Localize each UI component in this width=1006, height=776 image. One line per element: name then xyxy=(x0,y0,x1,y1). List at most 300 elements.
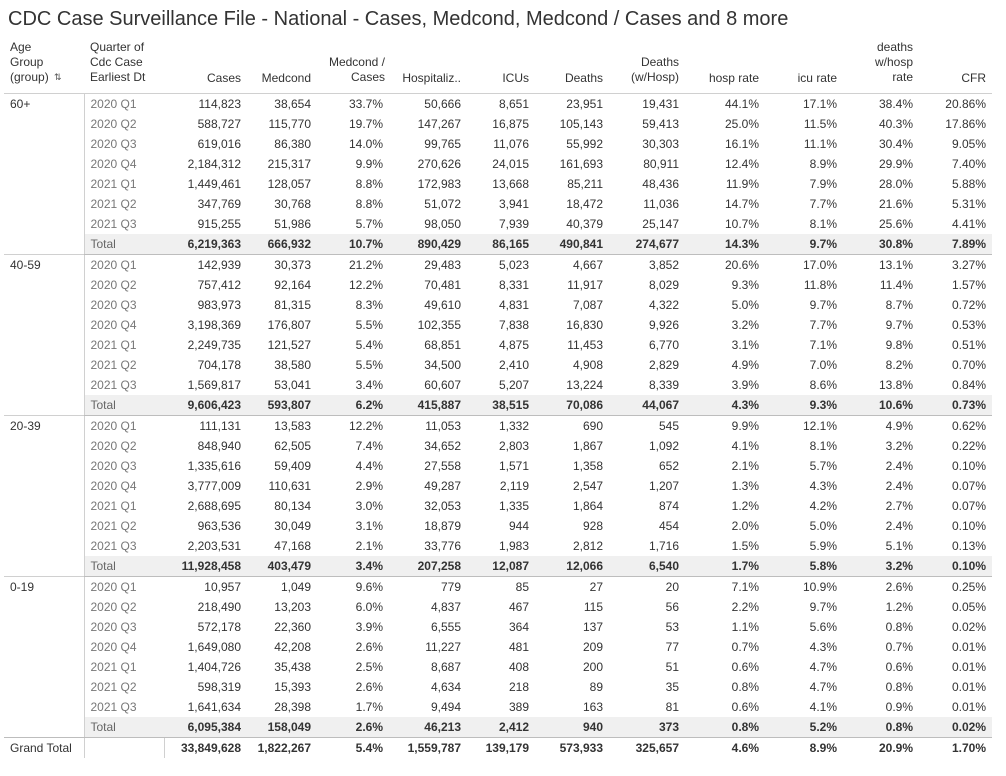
data-cell[interactable]: 3.9% xyxy=(731,378,759,392)
data-cell[interactable]: 3,198,369 xyxy=(187,318,241,332)
total-cell[interactable]: 0.73% xyxy=(919,395,992,416)
data-cell[interactable]: 27 xyxy=(535,577,609,598)
grand-total-cell[interactable]: 8.9% xyxy=(765,738,843,759)
data-cell[interactable]: 50,666 xyxy=(389,94,467,115)
data-cell[interactable]: 53,041 xyxy=(274,378,311,392)
data-cell[interactable]: 1,449,461 xyxy=(187,177,241,191)
data-cell[interactable]: 7,087 xyxy=(572,298,603,312)
quarter-label[interactable]: 2020 Q2 xyxy=(84,275,164,295)
data-cell[interactable]: 3.1% xyxy=(731,338,759,352)
data-cell[interactable]: 8.6% xyxy=(809,378,837,392)
data-cell[interactable]: 8.8% xyxy=(355,197,383,211)
data-cell[interactable]: 588,727 xyxy=(197,117,241,131)
grand-total-cell[interactable]: 1,822,267 xyxy=(247,738,317,759)
data-cell[interactable]: 13.8% xyxy=(878,378,913,392)
data-cell[interactable]: 44.1% xyxy=(685,94,765,115)
data-cell[interactable]: 8.2% xyxy=(885,358,913,372)
data-cell[interactable]: 7,939 xyxy=(498,217,529,231)
data-cell[interactable]: 481 xyxy=(508,640,529,654)
data-cell[interactable]: 4.41% xyxy=(951,217,986,231)
data-cell[interactable]: 38.4% xyxy=(843,94,919,115)
grand-total-cell[interactable]: 20.9% xyxy=(843,738,919,759)
data-cell[interactable]: 3.2% xyxy=(731,318,759,332)
data-cell[interactable]: 86,380 xyxy=(274,137,311,151)
total-cell[interactable]: 2,412 xyxy=(467,717,535,738)
data-cell[interactable]: 848,940 xyxy=(197,439,241,453)
data-cell[interactable]: 4.7% xyxy=(809,660,837,674)
data-cell[interactable]: 33,776 xyxy=(424,539,461,553)
data-cell[interactable]: 8.8% xyxy=(355,177,383,191)
total-cell[interactable]: 6.2% xyxy=(317,395,389,416)
data-cell[interactable]: 10.9% xyxy=(765,577,843,598)
data-cell[interactable]: 30,049 xyxy=(274,519,311,533)
data-cell[interactable]: 19,431 xyxy=(609,94,685,115)
data-cell[interactable]: 0.6% xyxy=(731,660,759,674)
data-cell[interactable]: 5.4% xyxy=(355,338,383,352)
data-cell[interactable]: 15,393 xyxy=(274,680,311,694)
data-cell[interactable]: 19.7% xyxy=(348,117,383,131)
data-cell[interactable]: 20.86% xyxy=(919,94,992,115)
data-cell[interactable]: 1,358 xyxy=(572,459,603,473)
data-cell[interactable]: 4.7% xyxy=(809,680,837,694)
data-cell[interactable]: 9.6% xyxy=(317,577,389,598)
data-cell[interactable]: 17.0% xyxy=(765,255,843,276)
total-cell[interactable]: 12,066 xyxy=(535,556,609,577)
header-deaths-hosp[interactable]: Deaths (w/Hosp) xyxy=(630,55,679,84)
total-cell[interactable]: 373 xyxy=(609,717,685,738)
quarter-label[interactable]: 2020 Q1 xyxy=(84,577,164,598)
data-cell[interactable]: 49,610 xyxy=(424,298,461,312)
data-cell[interactable]: 5.0% xyxy=(731,298,759,312)
data-cell[interactable]: 17.1% xyxy=(765,94,843,115)
data-cell[interactable]: 619,016 xyxy=(197,137,241,151)
data-cell[interactable]: 9.7% xyxy=(809,600,837,614)
data-cell[interactable]: 2.1% xyxy=(731,459,759,473)
data-cell[interactable]: 944 xyxy=(508,519,529,533)
data-cell[interactable]: 2.0% xyxy=(731,519,759,533)
data-cell[interactable]: 4,837 xyxy=(430,600,461,614)
data-cell[interactable]: 2,410 xyxy=(498,358,529,372)
data-cell[interactable]: 1.1% xyxy=(731,620,759,634)
header-deaths-hosp-rate[interactable]: deaths w/hosp rate xyxy=(874,40,913,84)
data-cell[interactable]: 0.02% xyxy=(951,620,986,634)
data-cell[interactable]: 4.9% xyxy=(731,358,759,372)
total-cell[interactable]: 70,086 xyxy=(535,395,609,416)
data-cell[interactable]: 2.2% xyxy=(731,600,759,614)
data-cell[interactable]: 35 xyxy=(665,680,679,694)
total-cell[interactable]: 30.8% xyxy=(843,234,919,255)
data-cell[interactable]: 8,651 xyxy=(467,94,535,115)
quarter-label[interactable]: 2020 Q3 xyxy=(84,617,164,637)
data-cell[interactable]: 5.1% xyxy=(885,539,913,553)
quarter-label[interactable]: 2020 Q2 xyxy=(84,597,164,617)
data-cell[interactable]: 11,076 xyxy=(493,137,529,151)
total-cell[interactable]: 0.02% xyxy=(919,717,992,738)
data-cell[interactable]: 114,823 xyxy=(164,94,247,115)
data-cell[interactable]: 92,164 xyxy=(274,278,311,292)
header-medcond-cases[interactable]: Medcond / Cases xyxy=(328,55,385,84)
data-cell[interactable]: 572,178 xyxy=(197,620,241,634)
data-cell[interactable]: 1,569,817 xyxy=(187,378,241,392)
data-cell[interactable]: 3,852 xyxy=(609,255,685,276)
data-cell[interactable]: 9.8% xyxy=(885,338,913,352)
data-cell[interactable]: 1,335 xyxy=(498,499,529,513)
data-cell[interactable]: 9.9% xyxy=(355,157,383,171)
data-cell[interactable]: 30.4% xyxy=(878,137,913,151)
data-cell[interactable]: 5.31% xyxy=(951,197,986,211)
data-cell[interactable]: 779 xyxy=(389,577,467,598)
data-cell[interactable]: 11,227 xyxy=(425,640,461,654)
quarter-label[interactable]: 2020 Q2 xyxy=(84,436,164,456)
data-cell[interactable]: 11.5% xyxy=(803,117,837,131)
data-cell[interactable]: 59,409 xyxy=(274,459,311,473)
data-cell[interactable]: 77 xyxy=(665,640,679,654)
quarter-label[interactable]: 2021 Q3 xyxy=(84,697,164,717)
data-cell[interactable]: 598,319 xyxy=(197,680,241,694)
quarter-label[interactable]: 2021 Q1 xyxy=(84,174,164,194)
data-cell[interactable]: 209 xyxy=(582,640,603,654)
data-cell[interactable]: 7.1% xyxy=(809,338,837,352)
data-cell[interactable]: 34,500 xyxy=(424,358,461,372)
quarter-label[interactable]: 2021 Q2 xyxy=(84,677,164,697)
data-cell[interactable]: 5.9% xyxy=(809,539,837,553)
data-cell[interactable]: 48,436 xyxy=(642,177,679,191)
data-cell[interactable]: 0.51% xyxy=(951,338,986,352)
data-cell[interactable]: 0.01% xyxy=(951,680,986,694)
total-cell[interactable]: 86,165 xyxy=(467,234,535,255)
header-hosp-rate[interactable]: hosp rate xyxy=(708,71,759,85)
data-cell[interactable]: 928 xyxy=(582,519,603,533)
data-cell[interactable]: 2.7% xyxy=(885,499,913,513)
data-cell[interactable]: 0.8% xyxy=(885,680,913,694)
data-cell[interactable]: 4,634 xyxy=(430,680,461,694)
data-cell[interactable]: 2,249,735 xyxy=(187,338,241,352)
total-cell[interactable]: 274,677 xyxy=(609,234,685,255)
total-cell[interactable]: 12,087 xyxy=(467,556,535,577)
data-cell[interactable]: 22,360 xyxy=(274,620,311,634)
sort-descending-icon[interactable]: ⇅ xyxy=(54,72,62,83)
data-cell[interactable]: 20 xyxy=(609,577,685,598)
data-cell[interactable]: 2,119 xyxy=(499,479,529,493)
data-cell[interactable]: 0.01% xyxy=(951,640,986,654)
total-cell[interactable]: 0.8% xyxy=(685,717,765,738)
total-cell[interactable]: 593,807 xyxy=(247,395,317,416)
data-cell[interactable]: 652 xyxy=(658,459,679,473)
data-cell[interactable]: 85,211 xyxy=(567,177,603,191)
data-cell[interactable]: 2.1% xyxy=(355,539,383,553)
data-cell[interactable]: 1,641,634 xyxy=(187,700,241,714)
data-cell[interactable]: 1,864 xyxy=(572,499,603,513)
data-cell[interactable]: 2.5% xyxy=(355,660,383,674)
data-cell[interactable]: 11,917 xyxy=(567,278,603,292)
data-cell[interactable]: 11.9% xyxy=(725,177,759,191)
data-cell[interactable]: 5.88% xyxy=(951,177,986,191)
data-cell[interactable]: 2,203,531 xyxy=(187,539,241,553)
data-cell[interactable]: 11,036 xyxy=(643,197,679,211)
data-cell[interactable]: 7,838 xyxy=(498,318,529,332)
quarter-label[interactable]: 2020 Q3 xyxy=(84,295,164,315)
quarter-label[interactable]: 2021 Q1 xyxy=(84,657,164,677)
total-cell[interactable]: 10.6% xyxy=(843,395,919,416)
data-cell[interactable]: 102,355 xyxy=(417,318,461,332)
data-cell[interactable]: 105,143 xyxy=(559,117,603,131)
data-cell[interactable]: 9.7% xyxy=(809,298,837,312)
data-cell[interactable]: 2,803 xyxy=(498,439,529,453)
data-cell[interactable]: 80,134 xyxy=(274,499,311,513)
total-cell[interactable]: 415,887 xyxy=(389,395,467,416)
data-cell[interactable]: 14.7% xyxy=(724,197,759,211)
data-cell[interactable]: 29.9% xyxy=(878,157,913,171)
total-cell[interactable]: 46,213 xyxy=(389,717,467,738)
data-cell[interactable]: 1,716 xyxy=(648,539,679,553)
header-quarter[interactable]: Quarter of Cdc Case Earliest Dt xyxy=(90,40,146,84)
data-cell[interactable]: 3.4% xyxy=(355,378,383,392)
total-cell[interactable]: 10.7% xyxy=(317,234,389,255)
total-cell[interactable]: 2.6% xyxy=(317,717,389,738)
data-cell[interactable]: 2.4% xyxy=(885,519,913,533)
data-cell[interactable]: 1,571 xyxy=(498,459,529,473)
quarter-label[interactable]: 2020 Q4 xyxy=(84,315,164,335)
data-cell[interactable]: 10.7% xyxy=(724,217,759,231)
total-cell[interactable]: 940 xyxy=(535,717,609,738)
total-cell[interactable]: 9.7% xyxy=(765,234,843,255)
grand-total-cell[interactable]: 325,657 xyxy=(609,738,685,759)
grand-total-cell[interactable]: 573,933 xyxy=(535,738,609,759)
data-cell[interactable]: 0.84% xyxy=(951,378,986,392)
data-cell[interactable]: 0.07% xyxy=(951,479,986,493)
data-cell[interactable]: 51,072 xyxy=(424,197,461,211)
grand-total-cell[interactable]: 139,179 xyxy=(467,738,535,759)
data-cell[interactable]: 4.2% xyxy=(809,499,837,513)
total-cell[interactable]: 4.3% xyxy=(685,395,765,416)
data-cell[interactable]: 8,331 xyxy=(498,278,529,292)
header-cases[interactable]: Cases xyxy=(206,71,241,85)
data-cell[interactable]: 347,769 xyxy=(197,197,241,211)
quarter-label[interactable]: 2021 Q2 xyxy=(84,516,164,536)
data-cell[interactable]: 38,654 xyxy=(247,94,317,115)
data-cell[interactable]: 2.6% xyxy=(355,680,383,694)
age-group-label[interactable]: 20-39 xyxy=(4,416,84,577)
data-cell[interactable]: 142,939 xyxy=(164,255,247,276)
data-cell[interactable]: 218 xyxy=(508,680,529,694)
data-cell[interactable]: 874 xyxy=(658,499,679,513)
quarter-label[interactable]: 2021 Q2 xyxy=(84,194,164,214)
total-cell[interactable]: 5.8% xyxy=(765,556,843,577)
total-cell[interactable]: 14.3% xyxy=(685,234,765,255)
data-cell[interactable]: 0.72% xyxy=(951,298,986,312)
data-cell[interactable]: 137 xyxy=(582,620,603,634)
total-cell[interactable]: 7.89% xyxy=(919,234,992,255)
data-cell[interactable]: 4.1% xyxy=(731,439,759,453)
data-cell[interactable]: 4,831 xyxy=(498,298,529,312)
data-cell[interactable]: 1,207 xyxy=(648,479,679,493)
data-cell[interactable]: 28,398 xyxy=(274,700,311,714)
data-cell[interactable]: 5.5% xyxy=(355,318,383,332)
data-cell[interactable]: 9.3% xyxy=(731,278,759,292)
data-cell[interactable]: 8.7% xyxy=(885,298,913,312)
data-cell[interactable]: 3.9% xyxy=(355,620,383,634)
data-cell[interactable]: 4.1% xyxy=(809,700,837,714)
data-cell[interactable]: 172,983 xyxy=(417,177,461,191)
data-cell[interactable]: 30,768 xyxy=(274,197,311,211)
data-cell[interactable]: 7.7% xyxy=(809,197,837,211)
data-cell[interactable]: 9,494 xyxy=(430,700,461,714)
header-icu-rate[interactable]: icu rate xyxy=(797,71,837,85)
data-cell[interactable]: 81 xyxy=(665,700,679,714)
data-cell[interactable]: 49,287 xyxy=(424,479,461,493)
data-cell[interactable]: 33.7% xyxy=(317,94,389,115)
data-cell[interactable]: 4,322 xyxy=(648,298,679,312)
data-cell[interactable]: 111,131 xyxy=(164,416,247,437)
data-cell[interactable]: 8.1% xyxy=(809,217,837,231)
data-cell[interactable]: 53 xyxy=(665,620,679,634)
quarter-label[interactable]: 2021 Q3 xyxy=(84,375,164,395)
data-cell[interactable]: 51 xyxy=(665,660,679,674)
data-cell[interactable]: 0.8% xyxy=(885,620,913,634)
data-cell[interactable]: 11.4% xyxy=(879,278,913,292)
data-cell[interactable]: 963,536 xyxy=(197,519,241,533)
data-cell[interactable]: 9,926 xyxy=(648,318,679,332)
total-cell[interactable]: 6,095,384 xyxy=(164,717,247,738)
data-cell[interactable]: 364 xyxy=(508,620,529,634)
data-cell[interactable]: 47,168 xyxy=(274,539,311,553)
quarter-label[interactable]: 2020 Q1 xyxy=(84,416,164,437)
data-cell[interactable]: 6,555 xyxy=(430,620,461,634)
data-cell[interactable]: 0.9% xyxy=(885,700,913,714)
data-cell[interactable]: 25,147 xyxy=(642,217,679,231)
data-cell[interactable]: 147,267 xyxy=(417,117,461,131)
data-cell[interactable]: 2.4% xyxy=(885,459,913,473)
quarter-label[interactable]: 2021 Q3 xyxy=(84,214,164,234)
total-cell[interactable]: 490,841 xyxy=(535,234,609,255)
data-cell[interactable]: 8.3% xyxy=(355,298,383,312)
data-cell[interactable]: 35,438 xyxy=(274,660,311,674)
data-cell[interactable]: 545 xyxy=(609,416,685,437)
data-cell[interactable]: 0.7% xyxy=(885,640,913,654)
data-cell[interactable]: 55,992 xyxy=(566,137,603,151)
header-hospitalizations[interactable]: Hospitaliz.. xyxy=(402,71,461,85)
data-cell[interactable]: 1.2% xyxy=(885,600,913,614)
data-cell[interactable]: 2.6% xyxy=(843,577,919,598)
data-cell[interactable]: 3,941 xyxy=(498,197,529,211)
data-cell[interactable]: 16,875 xyxy=(492,117,529,131)
data-cell[interactable]: 28.0% xyxy=(878,177,913,191)
data-cell[interactable]: 13,583 xyxy=(247,416,317,437)
data-cell[interactable]: 115 xyxy=(583,600,603,614)
header-cfr[interactable]: CFR xyxy=(961,71,986,85)
data-cell[interactable]: 2.6% xyxy=(355,640,383,654)
data-cell[interactable]: 25.0% xyxy=(724,117,759,131)
total-cell[interactable]: 38,515 xyxy=(467,395,535,416)
data-cell[interactable]: 0.01% xyxy=(951,660,986,674)
data-cell[interactable]: 1,092 xyxy=(648,439,679,453)
data-cell[interactable]: 12.2% xyxy=(348,278,383,292)
data-cell[interactable]: 115,770 xyxy=(268,117,311,131)
quarter-label[interactable]: 2021 Q2 xyxy=(84,355,164,375)
data-cell[interactable]: 128,057 xyxy=(267,177,311,191)
data-cell[interactable]: 1,983 xyxy=(498,539,529,553)
data-cell[interactable]: 0.10% xyxy=(951,519,986,533)
total-cell[interactable]: 6,219,363 xyxy=(164,234,247,255)
data-cell[interactable]: 7.4% xyxy=(355,439,383,453)
data-cell[interactable]: 16,830 xyxy=(566,318,603,332)
quarter-label[interactable]: 2020 Q2 xyxy=(84,114,164,134)
data-cell[interactable]: 5.6% xyxy=(809,620,837,634)
total-cell[interactable]: 3.2% xyxy=(843,556,919,577)
data-cell[interactable]: 40,379 xyxy=(566,217,603,231)
grand-total-cell[interactable]: 4.6% xyxy=(685,738,765,759)
data-cell[interactable]: 2,829 xyxy=(648,358,679,372)
grand-total-cell[interactable]: 1.70% xyxy=(919,738,992,759)
total-cell[interactable]: 6,540 xyxy=(609,556,685,577)
header-icus[interactable]: ICUs xyxy=(502,71,529,85)
grand-total-cell[interactable]: 5.4% xyxy=(317,738,389,759)
data-cell[interactable]: 1,867 xyxy=(572,439,603,453)
data-cell[interactable]: 1.5% xyxy=(731,539,759,553)
total-cell[interactable]: 9.3% xyxy=(765,395,843,416)
data-cell[interactable]: 3.2% xyxy=(885,439,913,453)
quarter-label[interactable]: 2020 Q4 xyxy=(84,637,164,657)
quarter-label[interactable]: 2020 Q3 xyxy=(84,456,164,476)
data-cell[interactable]: 8.1% xyxy=(809,439,837,453)
data-cell[interactable]: 38,580 xyxy=(274,358,311,372)
data-cell[interactable]: 42,208 xyxy=(274,640,311,654)
data-cell[interactable]: 983,973 xyxy=(197,298,241,312)
data-cell[interactable]: 0.13% xyxy=(951,539,986,553)
quarter-label[interactable]: 2021 Q1 xyxy=(84,496,164,516)
data-cell[interactable]: 2.9% xyxy=(355,479,383,493)
data-cell[interactable]: 56 xyxy=(665,600,679,614)
quarter-label[interactable]: 2021 Q1 xyxy=(84,335,164,355)
total-cell[interactable]: 403,479 xyxy=(247,556,317,577)
data-cell[interactable]: 3,777,009 xyxy=(187,479,241,493)
grand-total-cell[interactable]: 1,559,787 xyxy=(389,738,467,759)
data-cell[interactable]: 62,505 xyxy=(274,439,311,453)
data-cell[interactable]: 29,483 xyxy=(389,255,467,276)
data-cell[interactable]: 4.9% xyxy=(843,416,919,437)
data-cell[interactable]: 5.7% xyxy=(809,459,837,473)
data-cell[interactable]: 5,207 xyxy=(498,378,529,392)
data-cell[interactable]: 0.25% xyxy=(919,577,992,598)
data-cell[interactable]: 5.0% xyxy=(809,519,837,533)
quarter-label[interactable]: 2020 Q1 xyxy=(84,94,164,115)
data-cell[interactable]: 0.05% xyxy=(951,600,986,614)
age-group-label[interactable]: 60+ xyxy=(4,94,84,255)
data-cell[interactable]: 5.7% xyxy=(355,217,383,231)
data-cell[interactable]: 110,631 xyxy=(268,479,311,493)
data-cell[interactable]: 13,203 xyxy=(274,600,311,614)
data-cell[interactable]: 81,315 xyxy=(274,298,311,312)
total-cell[interactable]: 666,932 xyxy=(247,234,317,255)
quarter-label[interactable]: 2020 Q4 xyxy=(84,154,164,174)
data-cell[interactable]: 2,184,312 xyxy=(187,157,241,171)
data-cell[interactable]: 0.07% xyxy=(951,499,986,513)
total-cell[interactable]: 5.2% xyxy=(765,717,843,738)
data-cell[interactable]: 59,413 xyxy=(642,117,679,131)
data-cell[interactable]: 9.05% xyxy=(951,137,986,151)
data-cell[interactable]: 11,453 xyxy=(567,338,603,352)
data-cell[interactable]: 32,053 xyxy=(424,499,461,513)
data-cell[interactable]: 215,317 xyxy=(267,157,311,171)
data-cell[interactable]: 915,255 xyxy=(197,217,241,231)
data-cell[interactable]: 13.1% xyxy=(843,255,919,276)
total-cell[interactable]: 1.7% xyxy=(685,556,765,577)
data-cell[interactable]: 12.4% xyxy=(724,157,759,171)
data-cell[interactable]: 7.7% xyxy=(809,318,837,332)
data-cell[interactable]: 1,649,080 xyxy=(187,640,241,654)
data-cell[interactable]: 270,626 xyxy=(417,157,461,171)
data-cell[interactable]: 5.5% xyxy=(355,358,383,372)
